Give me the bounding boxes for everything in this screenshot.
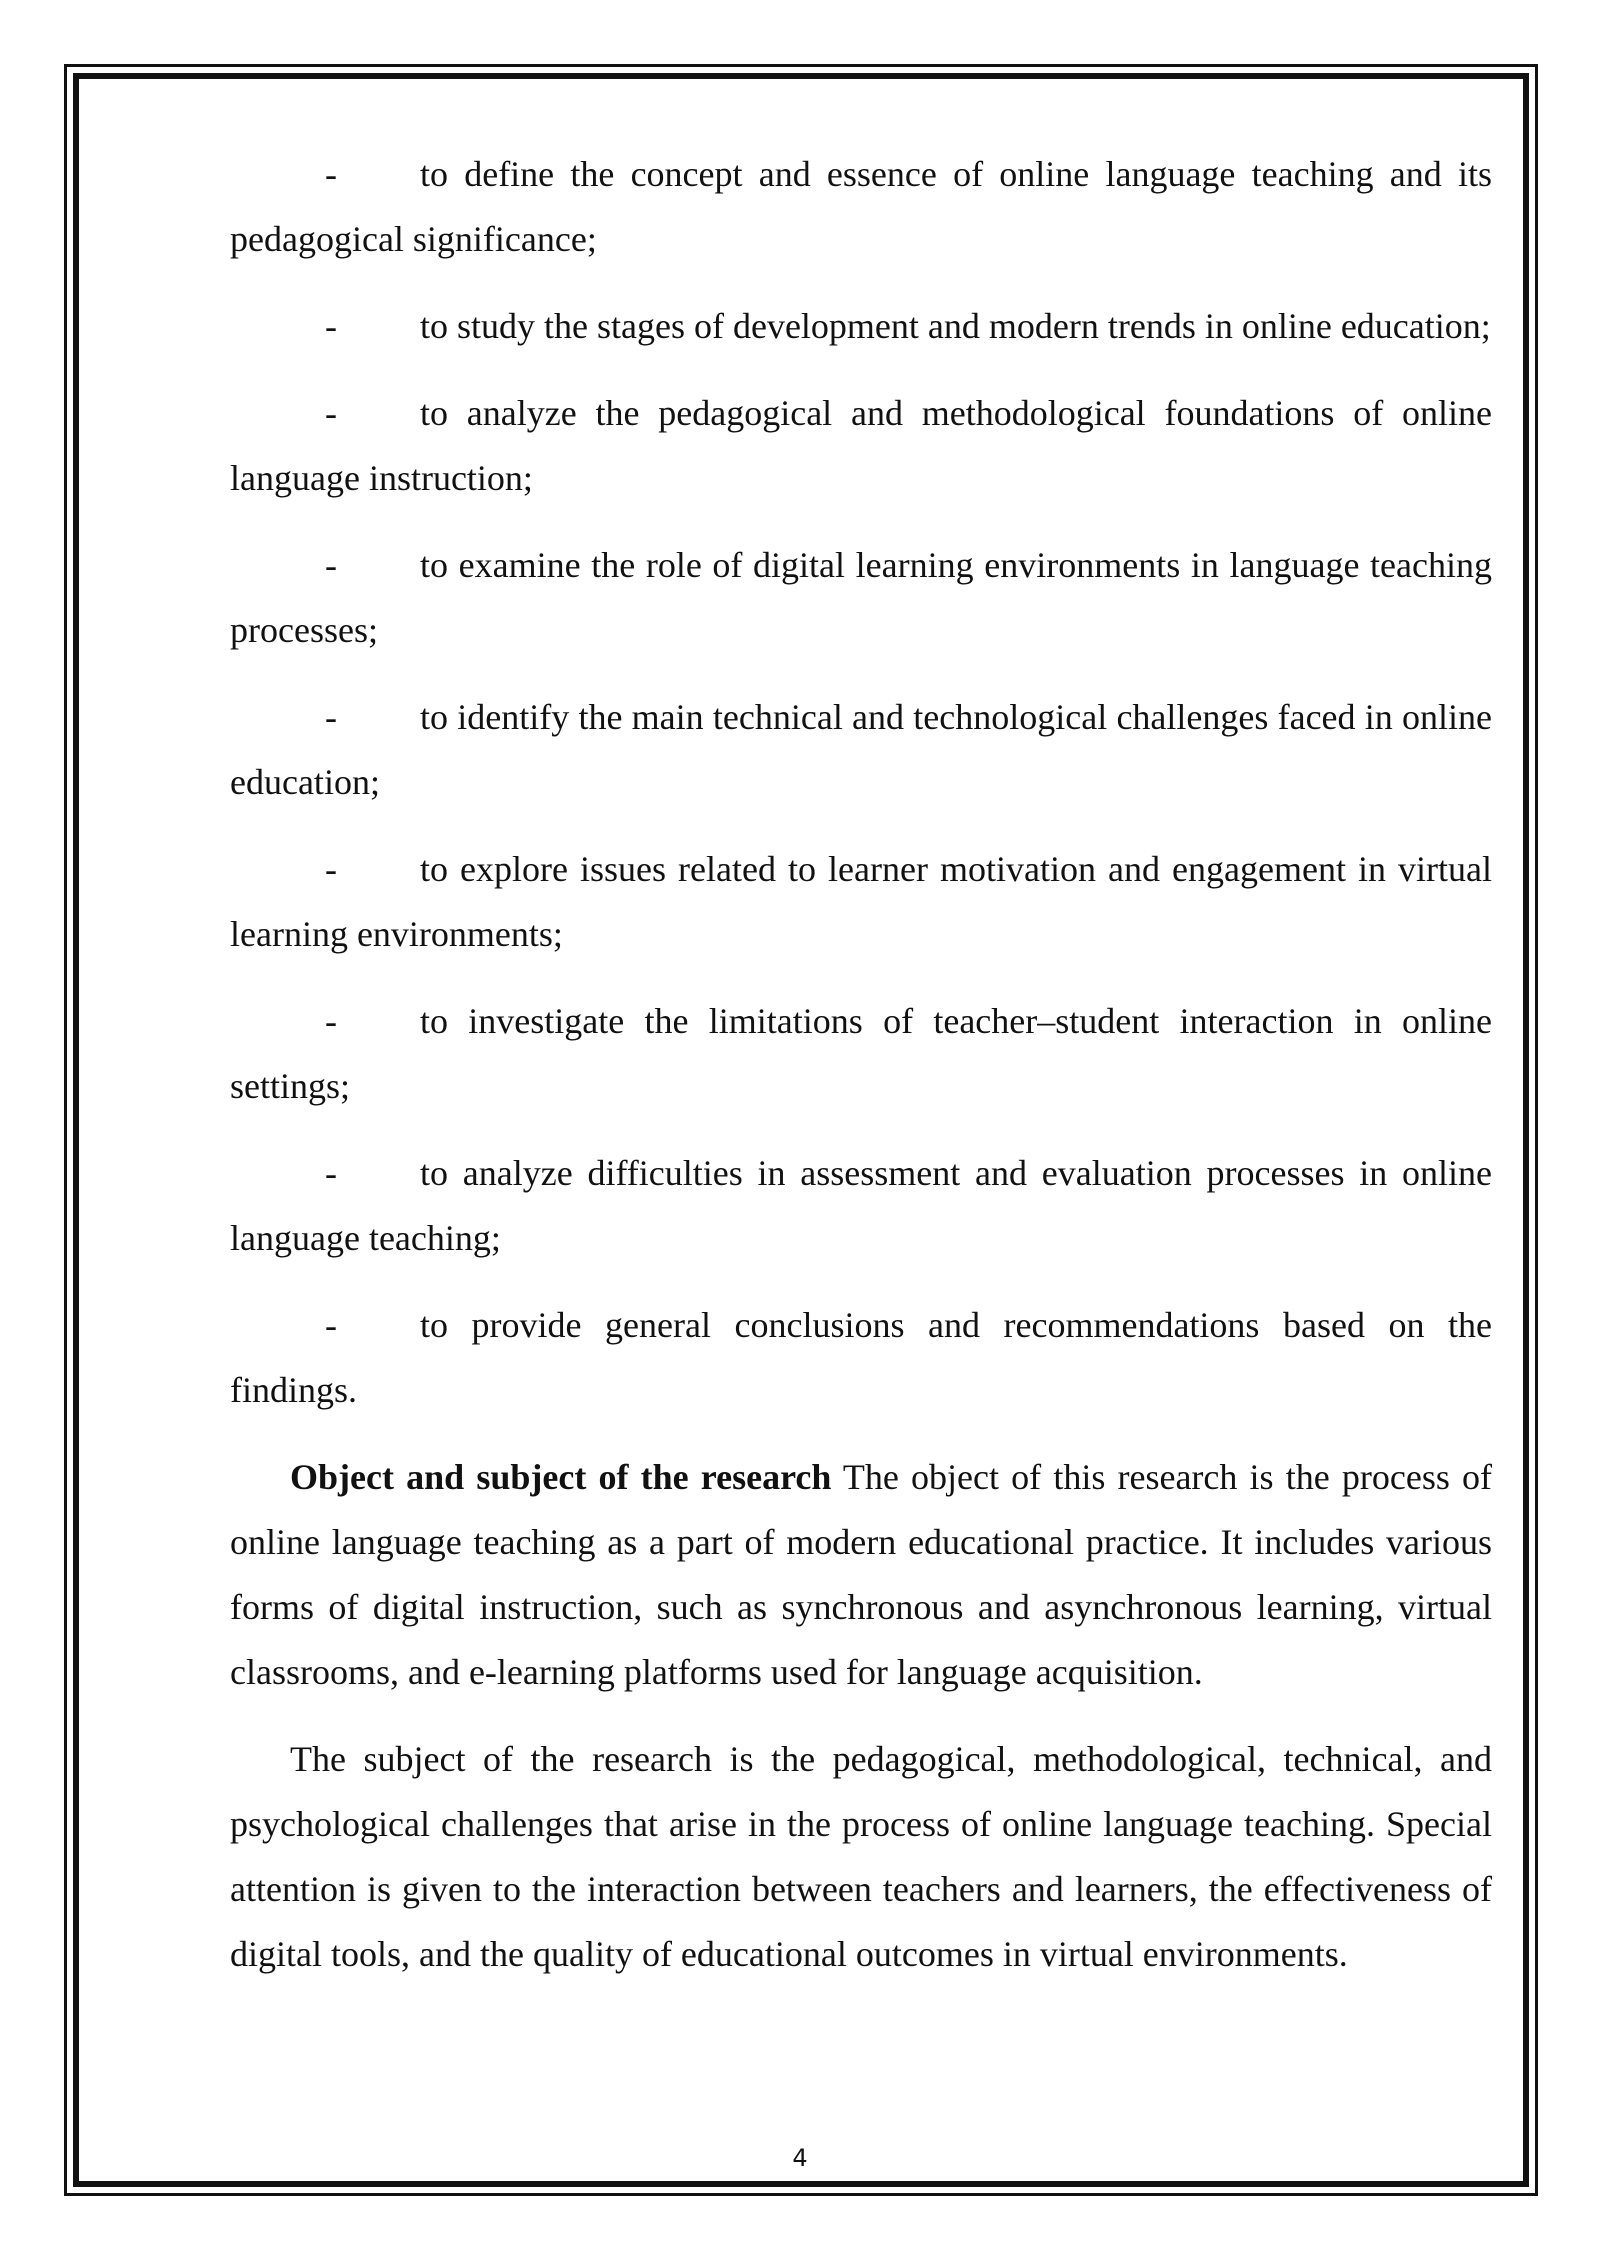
objective-text: to examine the role of digital learning environments in language teaching processes; (230, 545, 1492, 650)
list-dash: - (325, 393, 337, 433)
objective-text: to analyze difficulties in assessment and evaluation processes in online language teaching; (230, 1153, 1492, 1258)
objective-item (230, 837, 1492, 967)
objective-item (230, 533, 1492, 663)
list-dash: - (325, 697, 337, 737)
list-dash: - (325, 306, 337, 346)
objective-text: to analyze the pedagogical and methodological foundations of online language instruction; (230, 393, 1492, 498)
objective-item (230, 142, 1492, 272)
objective-text: to investigate the limitations of teacher–student interaction in online settings; (230, 1001, 1492, 1106)
page-number: 4 (792, 2144, 808, 2172)
objective-item (230, 685, 1492, 815)
objective-text: to explore issues related to learner motivation and engagement in virtual learning environments; (230, 849, 1492, 954)
object-paragraph (230, 1445, 1492, 1705)
objective-item (230, 381, 1492, 511)
list-dash: - (325, 1305, 337, 1345)
objective-item (230, 1293, 1492, 1423)
list-dash: - (325, 1001, 337, 1041)
list-dash: - (325, 545, 337, 585)
list-dash: - (325, 154, 337, 194)
objective-text: to provide general conclusions and recommendations based on the findings. (230, 1305, 1492, 1410)
objective-text: to define the concept and essence of online language teaching and its pedagogical significance; (230, 154, 1492, 259)
objective-item (230, 1141, 1492, 1271)
object-paragraph-text: The object of this research is the process of online language teaching as a part of modern educational practice. It includes various forms of digital instruction, such as synchronous and asynchronous learning, virtual classrooms, and e-learning platforms used for language acquisition. (230, 1457, 1492, 1692)
objective-item (230, 989, 1492, 1119)
list-dash: - (325, 849, 337, 889)
objective-text: to identify the main technical and technological challenges faced in online education; (230, 697, 1492, 802)
document-body (230, 142, 1492, 2009)
list-dash: - (325, 1153, 337, 1193)
subject-paragraph: The subject of the research is the pedagogical, methodological, technical, and psychological challenges that arise in the process of online language teaching. Special attention is given to the interaction between teachers and learners, the effectiveness of digital tools, and the quality of educational outcomes in virtual environments. (230, 1739, 1492, 1974)
objective-item (230, 294, 1492, 359)
section-heading: Object and subject of the research (290, 1457, 832, 1497)
objective-text: to study the stages of development and modern trends in online education; (420, 306, 1491, 346)
